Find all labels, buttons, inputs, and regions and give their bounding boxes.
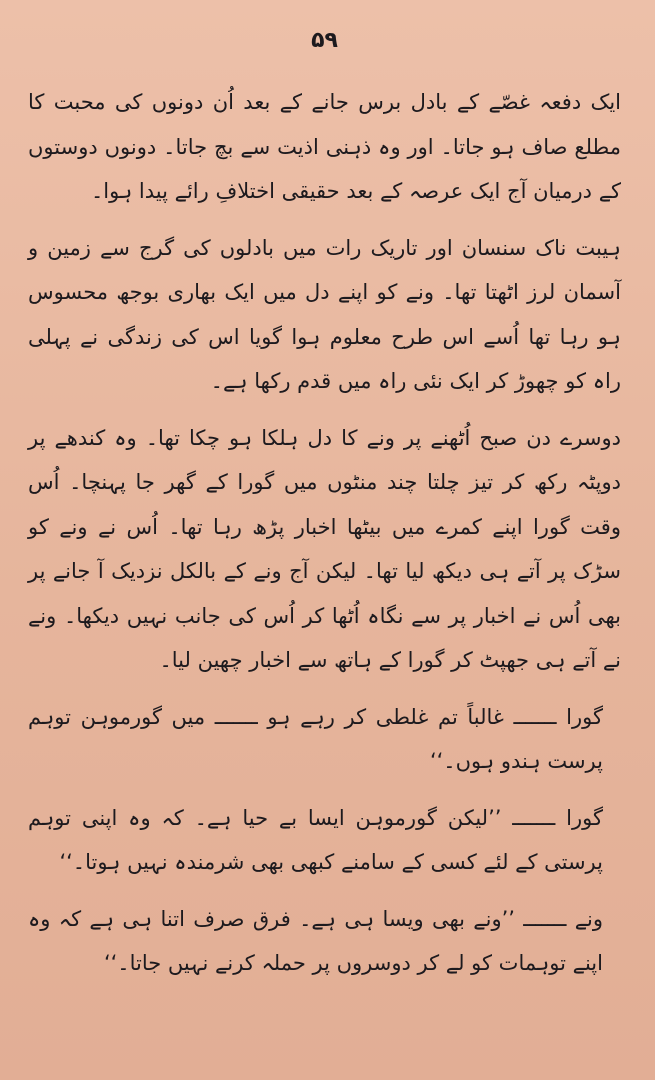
dialogue-gora-2: گورا ـــــــ ’’لیکن گورموہن ایسا بے حیا ہے۔ کہ وہ اپنی توہم پرستی کے لئے کسی کے سامنے کبھی بھی شرمندہ نہیں ہوتا۔‘‘: [28, 805, 603, 874]
dialogue-gora-1: گورا ـــــــ غالباً تم غلطی کر رہے ہو ـــــــ میں گورموہن توہم پرست ہندو ہوں۔‘‘: [28, 704, 603, 773]
paragraph-1: ایک دفعہ غصّے کے بادل برس جانے کے بعد اُن دونوں کی محبت کا مطلع صاف ہو جاتا۔ اور وہ ذہنی اذیت سے بچ جاتا۔ دونوں دوستوں کے درمیان آج ایک عرصہ کے بعد حقیقی اختلافِ رائے پیدا ہوا۔: [28, 90, 621, 203]
page-number: ۵۹: [311, 28, 338, 53]
page-body: [28, 80, 621, 986]
paragraph-2: ہیبت ناک سنسان اور تاریک رات میں بادلوں کی گرج سے زمین و آسمان لرز اٹھتا تھا۔ ونے کو اپنے دل میں ایک بھاری بوجھ محسوس ہو رہا تھا اُسے اس طرح معلوم ہوا گویا اس کی زندگی نے پہلی راہ کو چھوڑ کر ایک نئی راہ میں قدم رکھا ہے۔: [28, 235, 621, 393]
paragraph-3: دوسرے دن صبح اُٹھنے پر ونے کا دل ہلکا ہو چکا تھا۔ وہ کندھے پر دوپٹہ رکھ کر تیز چلتا چند منٹوں میں گورا کے گھر جا پہنچا۔ اُس وقت گورا اپنے کمرے میں بیٹھا اخبار پڑھ رہا تھا۔ اُس نے ونے کو سڑک پر آتے ہی دیکھ لیا تھا۔ لیکن آج ونے کے بالکل نزدیک آ جانے پر بھی اُس نے اخبار پر سے نگاہ اُٹھا کر اُس کی جانب نہیں دیکھا۔ ونے نے آتے ہی جھپٹ کر گورا کے ہاتھ سے اخبار چھین لیا۔: [28, 425, 621, 672]
dialogue-vinay: ونے ـــــــ ’’ونے بھی ویسا ہی ہے۔ فرق صرف اتنا ہی ہے کہ وہ اپنے توہمات کو لے کر دوسروں پر حملہ کرنے نہیں جاتا۔‘‘: [28, 906, 603, 975]
